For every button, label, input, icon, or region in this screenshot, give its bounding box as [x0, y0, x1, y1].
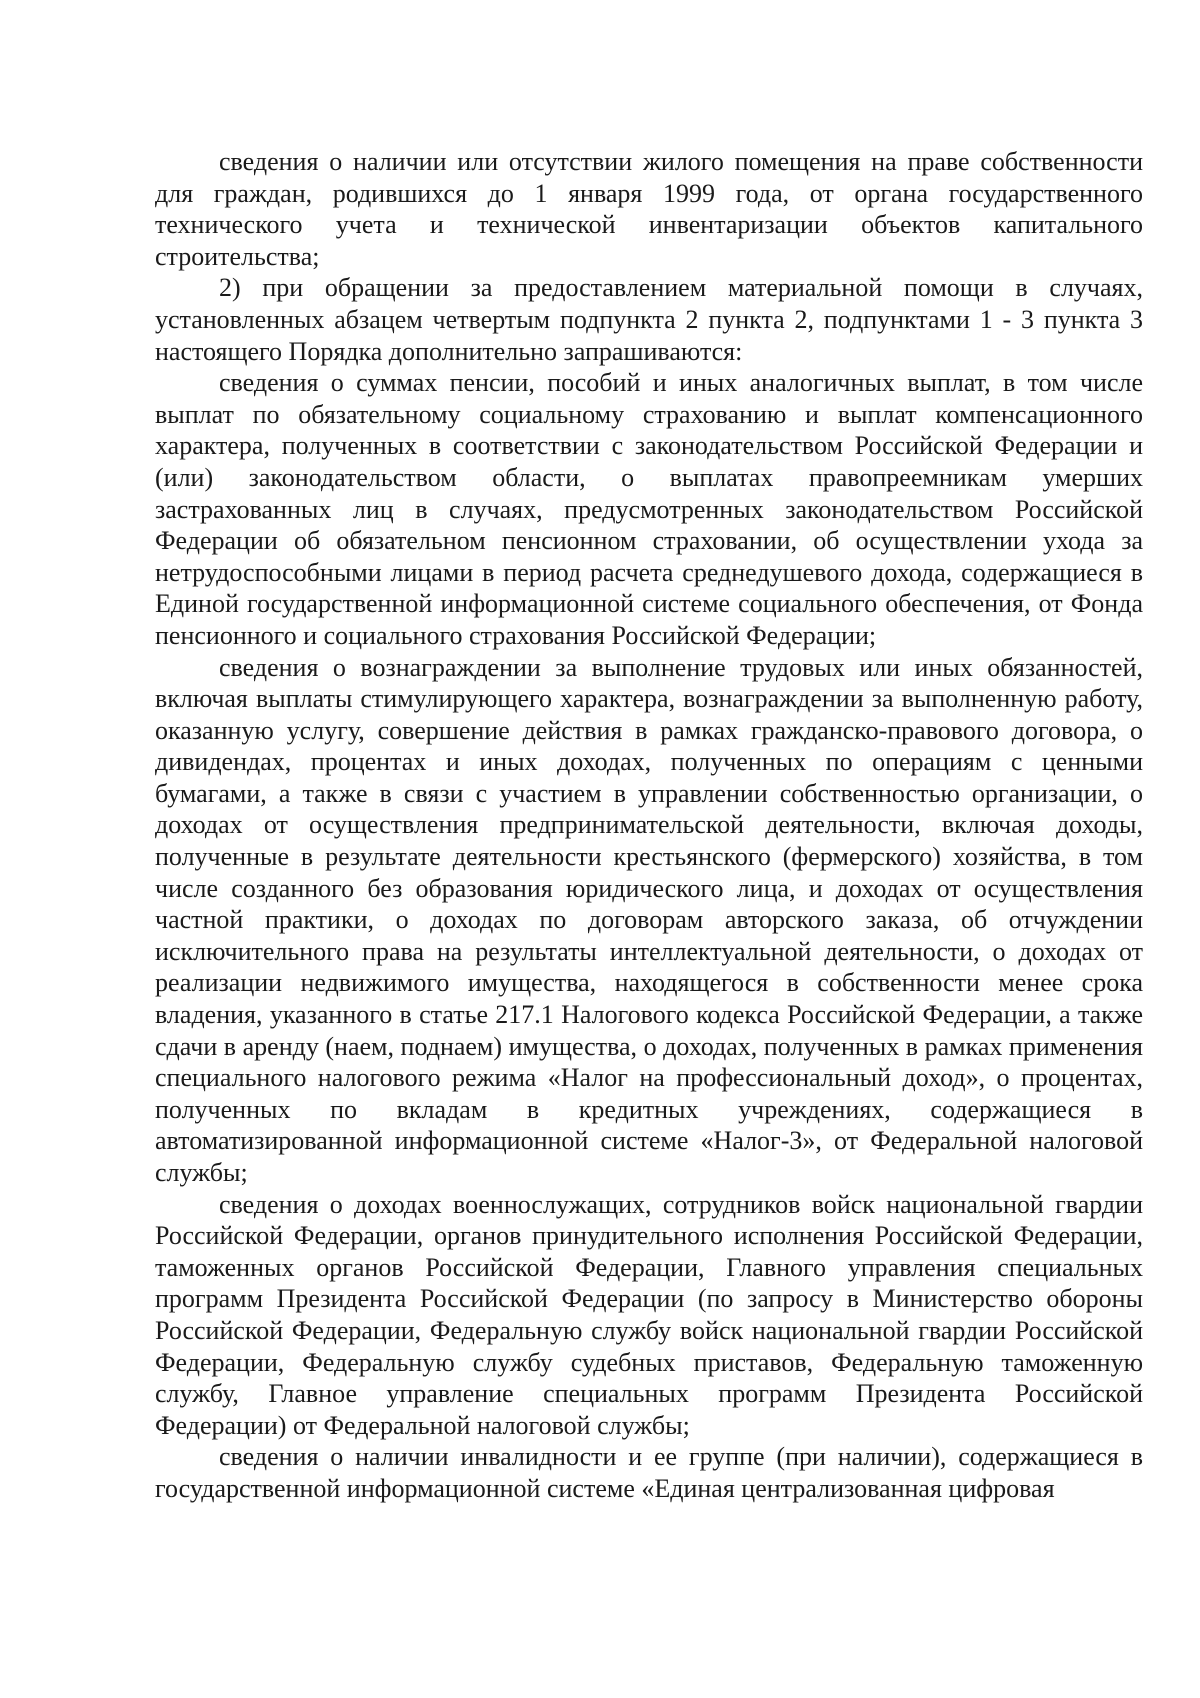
paragraph-disability-info: сведения о наличии инвалидности и ее группе (при наличии), содержащиеся в государственной информационной системе «Единая централизованная цифровая [155, 1442, 1143, 1503]
paragraph-military-income-info: сведения о доходах военнослужащих, сотрудников войск национальной гвардии Российской Федерации, органов принудительного исполнения Российской Федерации, таможенных органов Российской Федерации, Главного управления специальных программ Президента Российской Федерации (по запросу в Министерство обороны Российской Федерации, Федеральную службу войск национальной гвардии Российской Федерации, Федеральную службу судебных приставов, Федеральную таможенную службу, Главное управление специальных программ Президента Российской Федерации) от Федеральной налоговой службы; [155, 1189, 1143, 1440]
paragraph-material-aid-request: 2) при обращении за предоставлением материальной помощи в случаях, установленных абзацем четвертым подпункта 2 пункта 2, подпунктами 1 - 3 пункта 3 настоящего Порядка дополнительно запрашиваются: [155, 273, 1143, 366]
paragraph-pension-info: сведения о суммах пенсии, пособий и иных аналогичных выплат, в том числе выплат по обязательному социальному страхованию и выплат компенсационного характера, полученных в соответствии с законодательством Российской Федерации и (или) законодательством области, о выплатах правопреемникам умерших застрахованных лиц в случаях, предусмотренных законодательством Российской Федерации об обязательном пенсионном страховании, об осуществлении ухода за нетрудоспособными лицами в период расчета среднедушевого дохода, содержащиеся в Единой государственной информационной системе социального обеспечения, от Фонда пенсионного и социального страхования Российской Федерации; [155, 368, 1143, 650]
document-body [155, 146, 1143, 1505]
paragraph-housing-info: сведения о наличии или отсутствии жилого помещения на праве собственности для граждан, родившихся до 1 января 1999 года, от органа государственного технического учета и технической инвентаризации объектов капитального строительства; [155, 147, 1143, 271]
paragraph-income-info: сведения о вознаграждении за выполнение трудовых или иных обязанностей, включая выплаты стимулирующего характера, вознаграждении за выполненную работу, оказанную услугу, совершение действия в рамках гражданско-правового договора, о дивидендах, процентах и иных доходах, полученных по операциям с ценными бумагами, а также в связи с участием в управлении собственностью организации, о доходах от осуществления предпринимательской деятельности, включая доходы, полученные в результате деятельности крестьянского (фермерского) хозяйства, в том числе созданного без образования юридического лица, и доходах от осуществления частной практики, о доходах по договорам авторского заказа, об отчуждении исключительного права на результаты интеллектуальной деятельности, о доходах от реализации недвижимого имущества, находящегося в собственности менее срока владения, указанного в статье 217.1 Налогового кодекса Российской Федерации, а также сдачи в аренду (наем, поднаем) имущества, о доходах, полученных в рамках применения специального налогового режима «Налог на профессиональный доход», о процентах, полученных по вкладам в кредитных учреждениях, содержащиеся в автоматизированной информационной системе «Налог-3», от Федеральной налоговой службы; [155, 652, 1143, 1187]
